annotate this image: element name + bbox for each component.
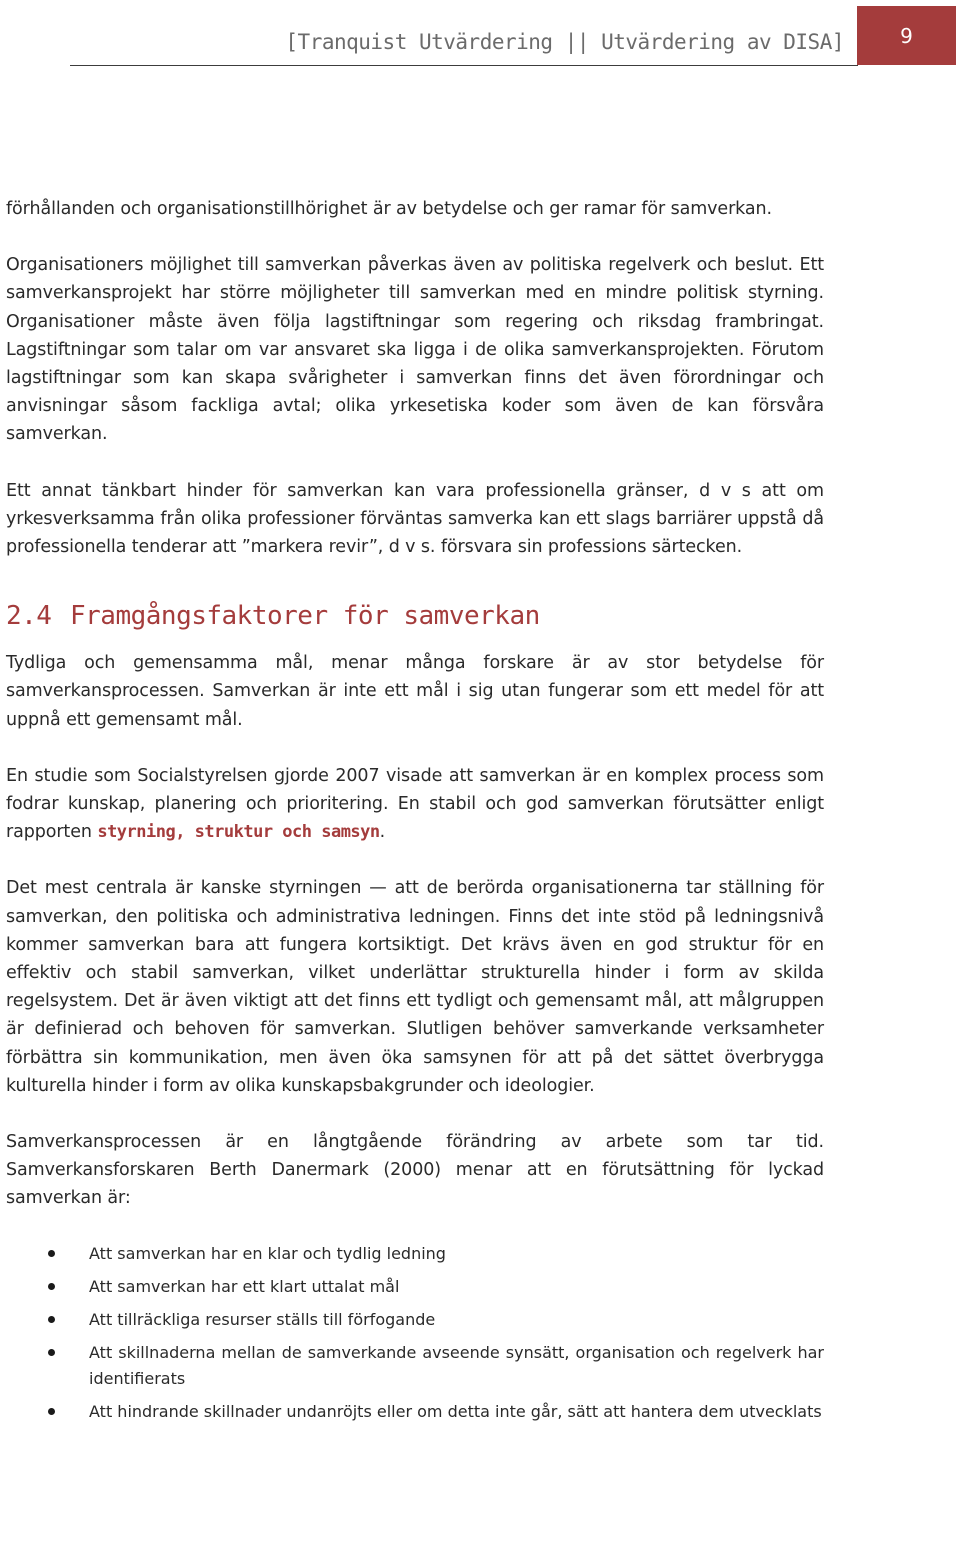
list-item [6, 1340, 824, 1392]
bullet-icon [48, 1283, 55, 1290]
bullet-icon [48, 1408, 55, 1415]
paragraph-2: Organisationers möjlighet till samverkan påverkas även av politiska regelverk och beslut. Ett samverkansprojekt har större möjligheter till samverkan med en mindre politisk styrning. Organisationer måste även följa lagstiftningar som regering och riksdag frambringat. Lagstiftningar som talar om var ansvaret ska ligga i de olika samverkansprojekten. Förutom lagstiftningar som kan skapa svårigheter i samverkan finns det även förordningar och anvisningar såsom fackliga avtal; olika yrkesetiska koder som även de kan försvåra samverkan. [6, 255, 824, 445]
bullet-icon [48, 1349, 55, 1356]
list-item-text: Att samverkan har en klar och tydlig ledning [89, 1243, 446, 1263]
section-number: 2.4 [6, 601, 52, 632]
list-item-text: Att skillnaderna mellan de samverkande avseende synsätt, organisation och regelverk har identifierats [89, 1342, 824, 1388]
list-item-text: Att hindrande skillnader undanröjts eller om detta inte går, sätt att hantera dem utvecklats [89, 1401, 822, 1421]
paragraph-5-end: . [379, 822, 386, 843]
list-item-text: Att samverkan har ett klart uttalat mål [89, 1276, 400, 1296]
paragraph-7: Samverkansprocessen är en långtgående förändring av arbete som tar tid. Samverkansforskaren Berth Danermark (2000) menar att en förutsättning för lyckad samverkan är: [6, 1132, 824, 1209]
bullet-list [6, 1241, 824, 1425]
list-item-text: Att tillräckliga resurser ställs till förfogande [89, 1309, 436, 1329]
paragraph-5-text: En studie som Socialstyrelsen gjorde 2007 visade att samverkan är en komplex process som fodrar kunskap, planering och prioritering. En stabil och god samverkan förutsätter enligt rapporten [6, 765, 824, 843]
page-number: 9 [857, 6, 956, 65]
list-item [6, 1399, 824, 1425]
section-title: Framgångsfaktorer för samverkan [70, 601, 540, 632]
paragraph-4: Tydliga och gemensamma mål, menar många forskare är av stor betydelse för samverkansprocessen. Samverkan är inte ett mål i sig utan fungerar som ett medel för att uppnå ett gemensamt mål. [6, 653, 824, 730]
paragraph-3: Ett annat tänkbart hinder för samverkan kan vara professionella gränser, d v s att om yrkesverksamma från olika professioner förväntas samverka kan ett slags barriärer uppstå då professionella tenderar att ”markera revir”, d v s. försvara sin professions särtecken. [6, 480, 824, 558]
list-item [6, 1241, 824, 1267]
list-item [6, 1274, 824, 1300]
paragraph-1: förhållanden och organisationstillhörighet är av betydelse och ger ramar för samverkan. [6, 199, 772, 219]
document-body [6, 195, 824, 1432]
header-title: [Tranquist Utvärdering || Utvärdering av DISA] [285, 30, 844, 54]
page-header [70, 6, 858, 66]
section-heading [6, 601, 824, 631]
bullet-icon [48, 1316, 55, 1323]
paragraph-6: Det mest centrala är kanske styrningen — att de berörda organisationerna tar ställning för samverkan, den politiska och administrativa ledningen. Finns det inte stöd på ledningsnivå kommer samverkan bara att fungera kortsiktigt. Det krävs även en god struktur för en effektiv och stabil samverkan, vilket underlättar strukturella hinder i form av skilda regelsystem. Det är även viktigt att det finns ett tydligt och gemensamt mål, att målgruppen är definierad och behoven för samverkan. Slutligen behöver samverkande verksamheter förbättra sin kommunikation, men även öka samsynen för att på det sättet överbrygga kulturella hinder i form av olika kunskapsbakgrunder och ideologier. [6, 878, 824, 1096]
bullet-icon [48, 1250, 55, 1257]
highlighted-terms: styrning, struktur och samsyn [97, 822, 380, 843]
list-item [6, 1307, 824, 1333]
paragraph-5 [6, 762, 824, 847]
